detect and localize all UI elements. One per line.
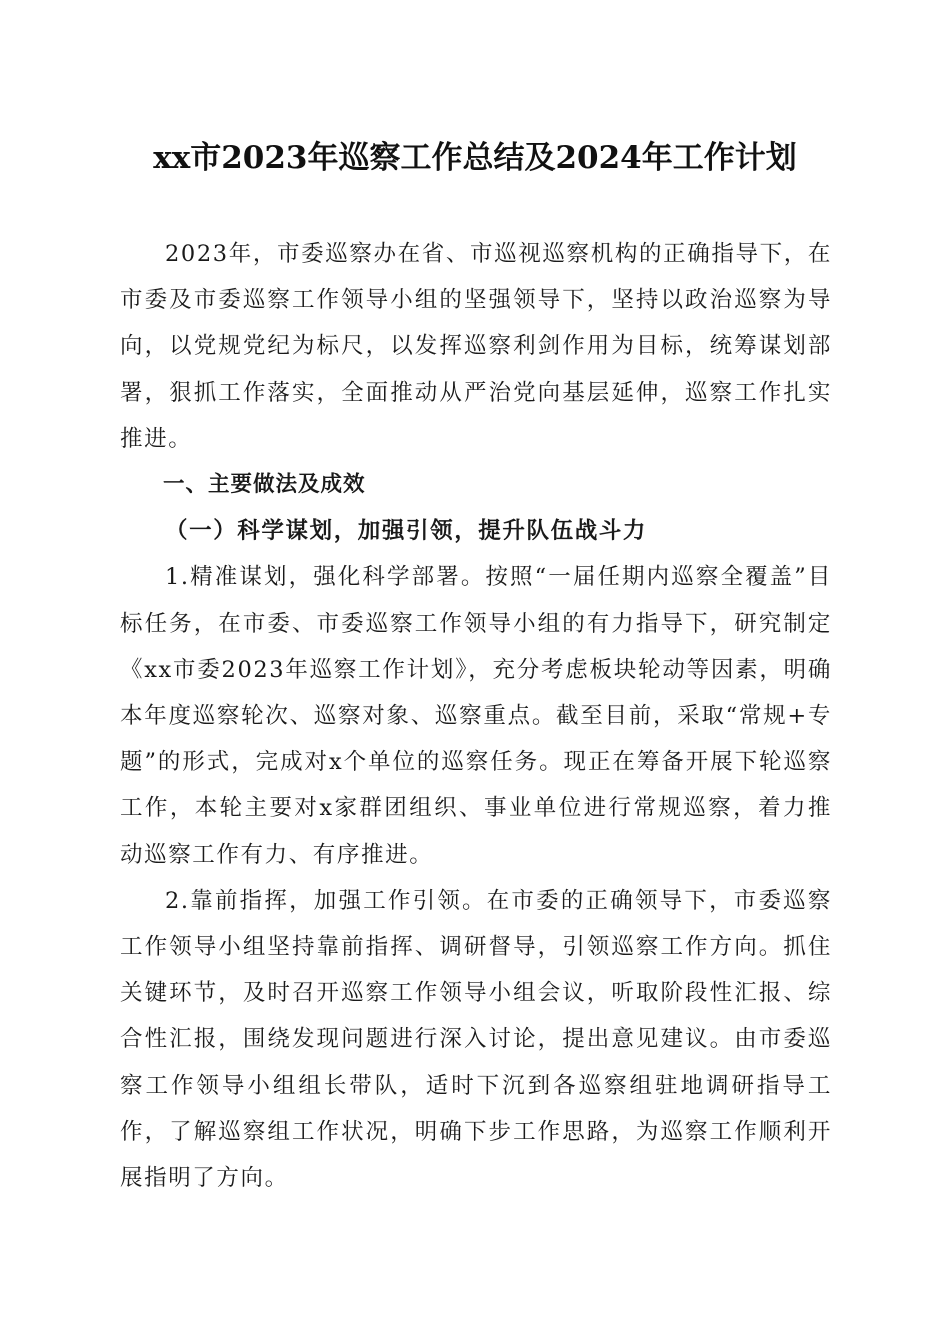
- item-2-paragraph: 2.靠前指挥，加强工作引领。在市委的正确领导下，市委巡察工作领导小组坚持靠前指挥、调研督导，引领巡察工作方向。抓住关键环节，及时召开巡察工作领导小组会议，听取阶段性汇报、综合性汇报，围绕发现问题进行深入讨论，提出意见建议。由市委巡察工作领导小组组长带队，适时下沉到各巡察组驻地调研指导工作，了解巡察组工作状况，明确下步工作思路，为巡察工作顺利开展指明了方向。: [120, 887, 832, 1192]
- intro-paragraph: 2023年，市委巡察办在省、市巡视巡察机构的正确指导下，在市委及市委巡察工作领导小组的坚强领导下，坚持以政治巡察为导向，以党规党纪为标尺，以发挥巡察利剑作用为目标，统筹谋划部署，狠抓工作落实，全面推动从严治党向基层延伸，巡察工作扎实推进。: [120, 241, 832, 452]
- subsection-heading: （一）科学谋划，加强引领，提升队伍战斗力: [165, 518, 648, 545]
- section-heading: 一、主要做法及成效: [163, 472, 366, 498]
- item-1-paragraph: 1.精准谋划，强化科学部署。按照“一届任期内巡察全覆盖”目标任务，在市委、市委巡察工作领导小组的有力指导下，研究制定《xx市委2023年巡察工作计划》，充分考虑板块轮动等因素，明确本年度巡察轮次、巡察对象、巡察重点。截至目前，采取“常规+专题”的形式，完成对x个单位的巡察任务。现正在筹备开展下轮巡察工作，本轮主要对x家群团组织、事业单位进行常规巡察，着力推动巡察工作有力、有序推进。: [120, 564, 832, 868]
- document-body: [120, 231, 832, 1201]
- document-title: xx市2023年巡察工作总结及2024年工作计划: [153, 140, 797, 176]
